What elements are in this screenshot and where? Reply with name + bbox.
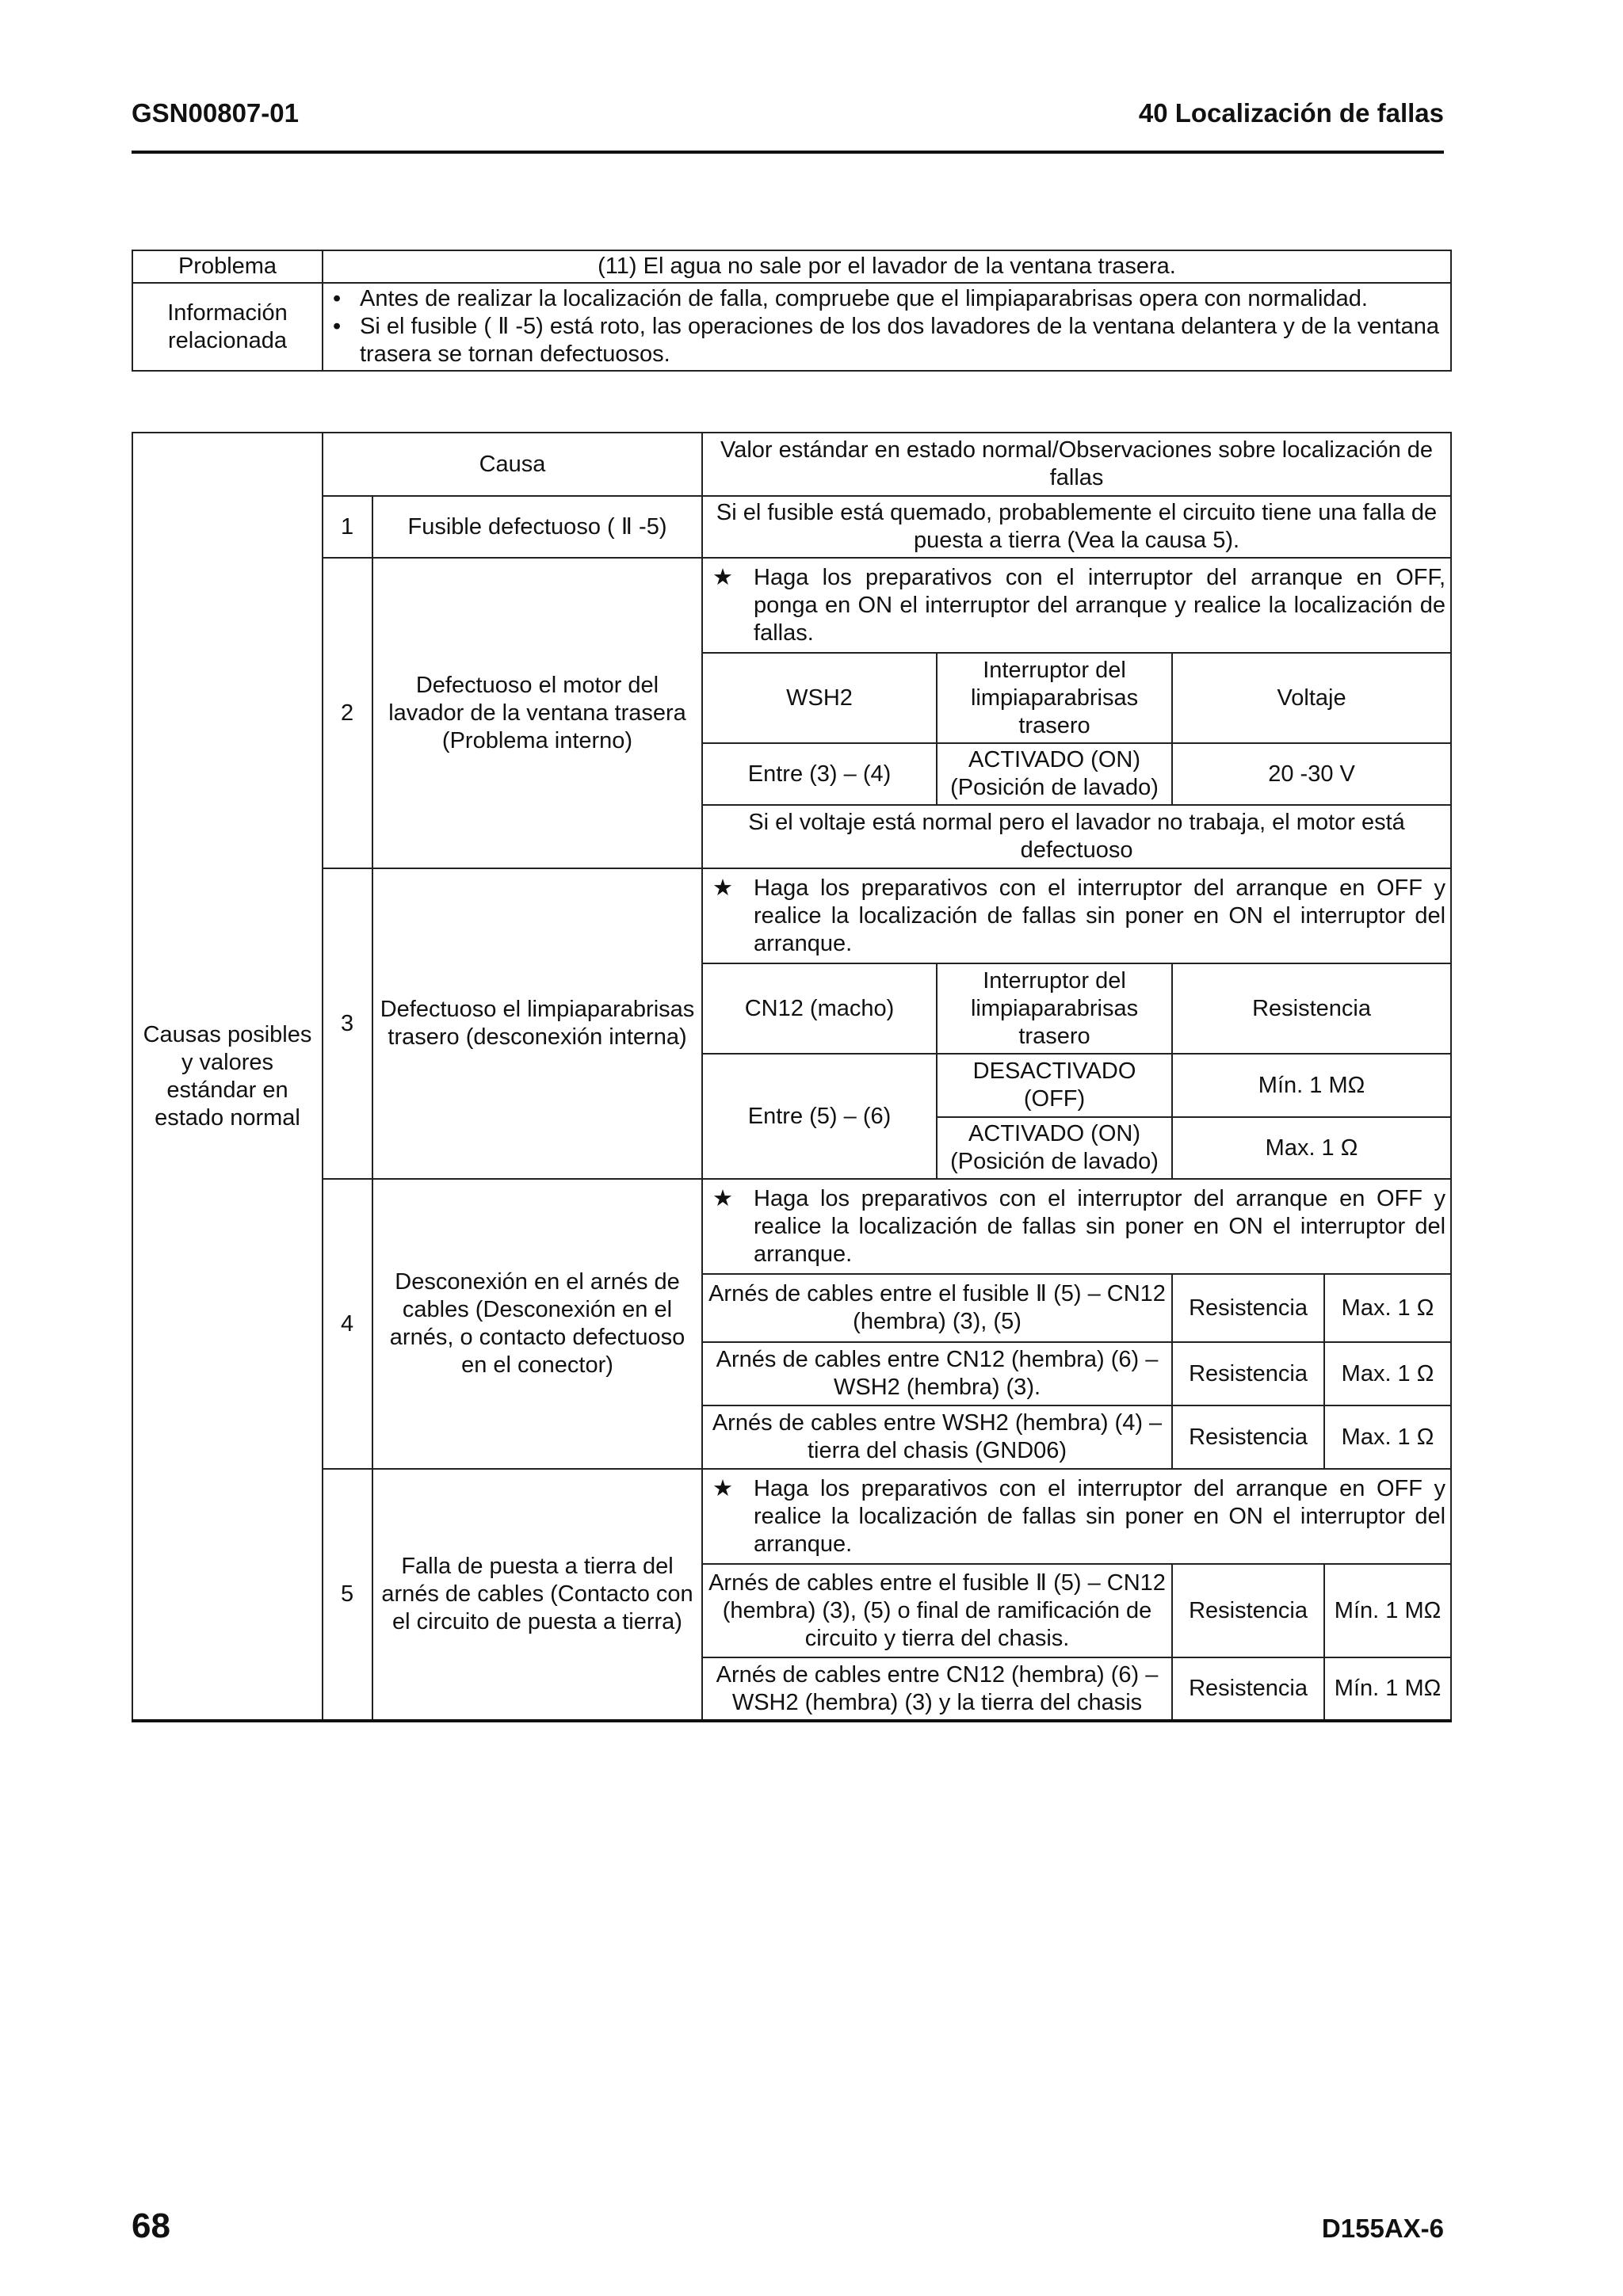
cause-text: Defectuoso el motor del lavador de la ventana trasera (Problema interno)	[372, 558, 702, 868]
check-description: Arnés de cables entre WSH2 (hembra) (4) – tierra del chasis (GND06)	[702, 1405, 1172, 1469]
cause-number: 3	[323, 868, 372, 1179]
cause-row-1	[132, 496, 1451, 558]
cause-text: Desconexión en el arnés de cables (Desconexión en el arnés, o contacto defectuoso en el conector)	[372, 1179, 702, 1469]
info-item: • Antes de realizar la localización de falla, compruebe que el limpiaparabrisas opera con normalidad.	[328, 285, 1445, 313]
check-kind: Resistencia	[1172, 1405, 1324, 1469]
check-kind: Resistencia	[1172, 1564, 1324, 1657]
star-icon: ★	[712, 1475, 734, 1501]
star-icon: ★	[712, 875, 734, 901]
measure-head-value: Resistencia	[1172, 963, 1451, 1054]
check-description: Arnés de cables entre el fusible Ⅱ (5) – CN12 (hembra) (3), (5) o final de ramificación de circuito y tierra del chasis.	[702, 1564, 1172, 1657]
measure-value: Mín. 1 MΩ	[1172, 1054, 1451, 1117]
info-content	[323, 283, 1451, 371]
measure-switch-state: ACTIVADO (ON) (Posición de lavado)	[937, 1117, 1172, 1179]
model-code: D155AX-6	[1321, 2214, 1444, 2243]
measure-head-switch: Interruptor del limpiaparabrisas trasero	[937, 963, 1172, 1054]
info-list	[328, 285, 1445, 368]
cause-note: Si el fusible está quemado, probablemente el circuito tiene una falla de puesta a tierra (Vea la causa 5).	[702, 496, 1451, 558]
problem-label: Problema	[132, 250, 323, 283]
check-value: Mín. 1 MΩ	[1324, 1564, 1451, 1657]
cause-note: Si el voltaje está normal pero el lavador no trabaja, el motor está defectuoso	[702, 805, 1451, 868]
prep-text: Haga los preparativos con el interruptor del arranque en OFF y realice la localización de fallas sin poner en ON el interruptor del arranque.	[754, 875, 1446, 956]
prep-text: Haga los preparativos con el interruptor del arranque en OFF, ponga en ON el interruptor del arranque y realice la localización de fallas.	[754, 564, 1446, 646]
measure-head-connector: CN12 (macho)	[702, 963, 937, 1054]
cause-text: Defectuoso el limpiaparabrisas trasero (desconexión interna)	[372, 868, 702, 1179]
check-kind: Resistencia	[1172, 1274, 1324, 1342]
causes-side-label: Causas posibles y valores estándar en estado normal	[132, 433, 323, 1721]
measure-head-switch: Interruptor del limpiaparabrisas trasero	[937, 653, 1172, 743]
problem-text: (11) El agua no sale por el lavador de la ventana trasera.	[323, 250, 1451, 283]
check-description: Arnés de cables entre CN12 (hembra) (6) – WSH2 (hembra) (3).	[702, 1342, 1172, 1405]
doc-code: GSN00807-01	[132, 98, 299, 128]
measure-value: Max. 1 Ω	[1172, 1117, 1451, 1179]
causes-table	[132, 432, 1452, 1722]
measure-head-connector: WSH2	[702, 653, 937, 743]
check-kind: Resistencia	[1172, 1342, 1324, 1405]
cause-text: Fusible defectuoso ( Ⅱ -5)	[372, 496, 702, 558]
check-value: Mín. 1 MΩ	[1324, 1657, 1451, 1721]
info-row	[132, 283, 1451, 371]
causes-header-row	[132, 433, 1451, 496]
check-description: Arnés de cables entre el fusible Ⅱ (5) – CN12 (hembra) (3), (5)	[702, 1274, 1172, 1342]
header-rule	[132, 151, 1444, 154]
measure-terminals: Entre (3) – (4)	[702, 743, 937, 805]
prep-text: Haga los preparativos con el interruptor del arranque en OFF y realice la localización de fallas sin poner en ON el interruptor del arranque.	[754, 1475, 1446, 1557]
check-description: Arnés de cables entre CN12 (hembra) (6) – WSH2 (hembra) (3) y la tierra del chasis	[702, 1657, 1172, 1721]
cause-text: Falla de puesta a tierra del arnés de cables (Contacto con el circuito de puesta a tierra)	[372, 1469, 702, 1721]
cause-number: 2	[323, 558, 372, 868]
problem-row	[132, 250, 1451, 283]
check-value: Max. 1 Ω	[1324, 1342, 1451, 1405]
check-kind: Resistencia	[1172, 1657, 1324, 1721]
check-value: Max. 1 Ω	[1324, 1405, 1451, 1469]
col-standard-header: Valor estándar en estado normal/Observaciones sobre localización de fallas	[702, 433, 1451, 496]
measure-terminals: Entre (5) – (6)	[702, 1054, 937, 1179]
info-item: • Si el fusible ( Ⅱ -5) está roto, las operaciones de los dos lavadores de la ventana delantera y de la ventana trasera se tornan defectuosos.	[328, 313, 1445, 368]
star-icon: ★	[712, 1185, 734, 1211]
cause-row-3-prep	[132, 868, 1451, 963]
star-icon: ★	[712, 564, 734, 590]
measure-switch-state: DESACTIVADO (OFF)	[937, 1054, 1172, 1117]
prep-note	[702, 868, 1451, 963]
cause-number: 4	[323, 1179, 372, 1469]
section-title: 40 Localización de fallas	[1138, 98, 1444, 128]
prep-text: Haga los preparativos con el interruptor del arranque en OFF y realice la localización de fallas sin poner en ON el interruptor del arranque.	[754, 1185, 1446, 1267]
col-cause-header: Causa	[323, 433, 702, 496]
prep-note	[702, 558, 1451, 653]
cause-number: 1	[323, 496, 372, 558]
info-label: Información relacionada	[132, 283, 323, 371]
cause-row-2-prep	[132, 558, 1451, 653]
measure-head-value: Voltaje	[1172, 653, 1451, 743]
measure-switch-state: ACTIVADO (ON) (Posición de lavado)	[937, 743, 1172, 805]
problem-info-table	[132, 250, 1452, 372]
prep-note	[702, 1469, 1451, 1564]
prep-note	[702, 1179, 1451, 1274]
check-value: Max. 1 Ω	[1324, 1274, 1451, 1342]
measure-value: 20 -30 V	[1172, 743, 1451, 805]
page-number: 68	[132, 2206, 170, 2245]
cause-row-5-prep	[132, 1469, 1451, 1564]
cause-row-4-prep	[132, 1179, 1451, 1274]
cause-number: 5	[323, 1469, 372, 1721]
